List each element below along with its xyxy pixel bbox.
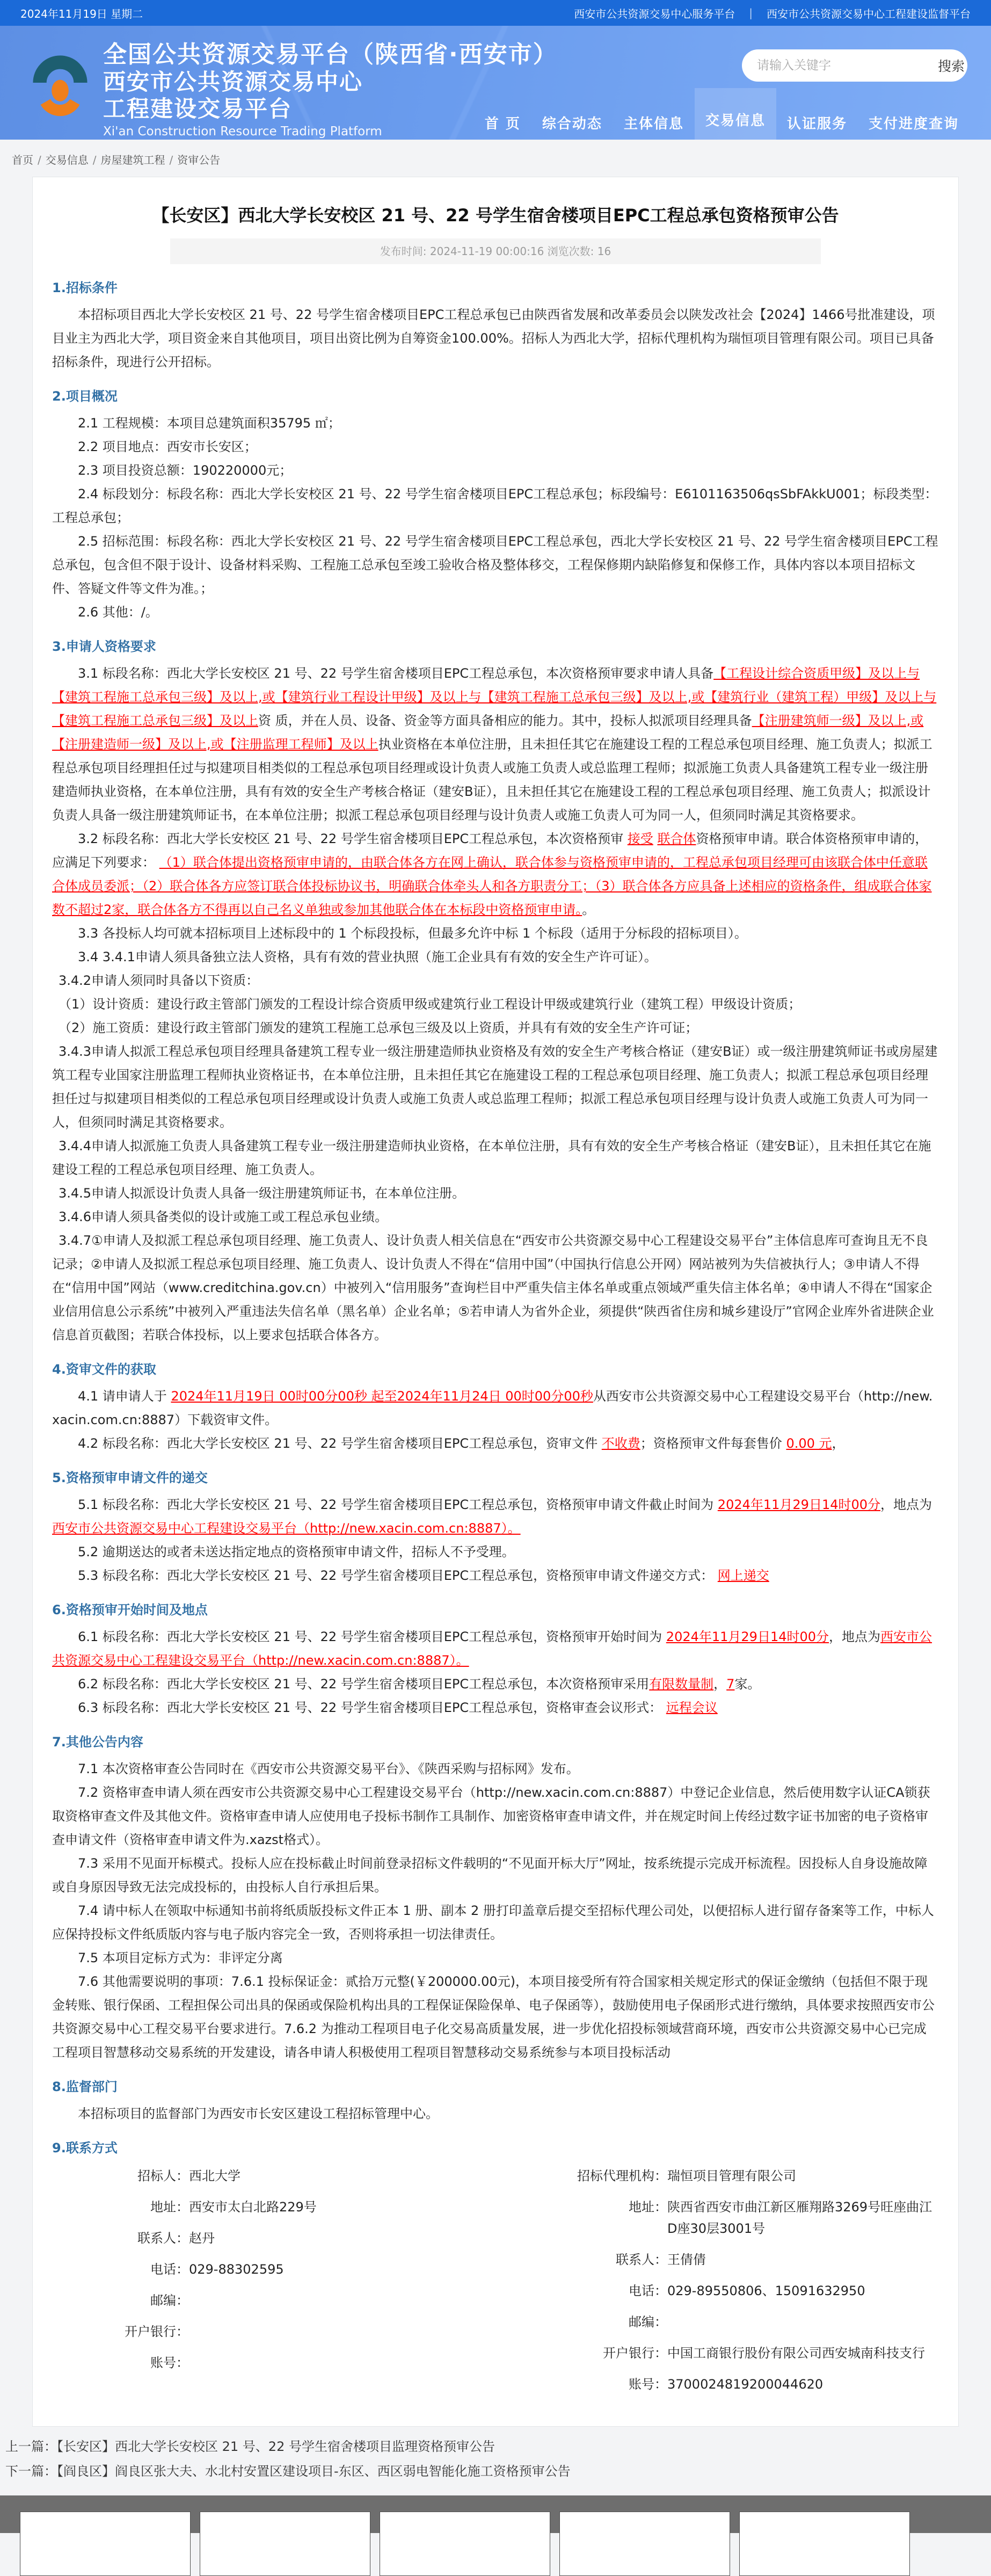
contact-row xyxy=(496,2249,939,2270)
paragraph: 5.1 标段名称：西北大学长安校区 21 号、22 号学生宿舍楼项目EPC工程总承包，资格预审申请文件截止时间为 2024年11月29日14时00分，地点为西安市公共资源交易中心工程建设交易平台（http://new.xacin.com.cn:8887）。 xyxy=(52,1497,932,1536)
contact-row xyxy=(52,2196,496,2218)
paragraph: 本招标项目的监督部门为西安市长安区建设工程招标管理中心。 xyxy=(78,2106,439,2121)
emphasized-text: 0.00 元 xyxy=(786,1436,832,1451)
site-title-sub2: 工程建设交易平台 xyxy=(103,96,293,122)
contact-value: 陕西省西安市曲江新区雁翔路3269号旺座曲江D座30层3001号 xyxy=(667,2200,932,2236)
paragraph: 5.2 逾期送达的或者未送达指定地点的资格预审申请文件，招标人不予受理。 xyxy=(78,1544,515,1559)
contact-value xyxy=(189,2352,496,2374)
paragraph: 2.5 招标范围：标段名称：西北大学长安校区 21 号、22 号学生宿舍楼项目EPC工程总承包，西北大学长安校区 21 号、22 号学生宿舍楼项目EPC工程总承包，包含但不限于设计、设备材料采购、工程施工总承包至竣工验收合格及整体移交，工程保修期内缺陷修复和保修工作，具体内容以本项目招标文件、答疑文件等文件为准。； xyxy=(52,534,938,596)
pager xyxy=(5,2434,991,2484)
emphasized-text: 有限数量制 xyxy=(649,1677,714,1692)
next-article-row xyxy=(5,2459,991,2484)
nav-item-认证服务[interactable]: 认证服务 xyxy=(786,115,847,132)
paragraph: 7.4 请中标人在领取中标通知书前将纸质版投标文件正本 1 册、副本 2 册打印盖章后提交至招标代理公司处，以便招标人进行留存备案等工作，中标人应保持投标文件纸质版内容与电子版内容完全一致，否则将承担一切法律责任。 xyxy=(52,1903,934,1942)
paragraph: 6.1 标段名称：西北大学长安校区 21 号、22 号学生宿舍楼项目EPC工程总承包，资格预审开始时间为 2024年11月29日14时00分，地点为西安市公共资源交易中心工程建设交易平台（http://new.xacin.com.cn:8887）。 xyxy=(52,1629,932,1668)
breadcrumb-separator: / xyxy=(38,154,41,166)
topbar-link-divider: | xyxy=(749,6,753,19)
site-footer xyxy=(0,2495,991,2533)
contact-label: 招标人： xyxy=(137,2168,189,2183)
search-box xyxy=(742,49,967,82)
emphasized-text: 2024年11月29日14时00分 xyxy=(717,1497,881,1512)
topbar-links xyxy=(574,5,971,21)
search-input[interactable] xyxy=(756,58,915,73)
breadcrumb-item[interactable]: 资审公告 xyxy=(177,154,221,166)
contact-value xyxy=(667,2311,939,2333)
footer-link-box[interactable] xyxy=(559,2512,730,2576)
paragraph: 7.5 本项目定标方式为：非评定分离 xyxy=(78,1950,283,1965)
paragraph: 7.1 本次资格审查公告同时在《西安市公共资源交易平台》、《陕西采购与招标网》发布。 xyxy=(78,1761,579,1776)
next-article-label: 下一篇： xyxy=(5,2464,57,2479)
breadcrumb xyxy=(12,151,991,167)
paragraph: 6.3 标段名称：西北大学长安校区 21 号、22 号学生宿舍楼项目EPC工程总承包，资格审查会议形式： 远程会议 xyxy=(78,1700,718,1715)
contact-label: 账号： xyxy=(629,2377,667,2392)
emphasized-text: 接受 xyxy=(627,831,653,846)
contact-row xyxy=(52,2259,496,2280)
nav-item-综合动态[interactable]: 综合动态 xyxy=(542,115,602,132)
prev-article-row xyxy=(5,2434,991,2459)
topbar-platform-link[interactable]: 西安市公共资源交易中心服务平台 xyxy=(574,7,735,20)
prev-article-label: 上一篇： xyxy=(5,2439,57,2454)
nav-item-主体信息[interactable]: 主体信息 xyxy=(623,115,684,132)
emphasized-text: 联合体 xyxy=(657,831,696,846)
contacts-section xyxy=(52,2165,939,2405)
footer-link-box[interactable] xyxy=(380,2512,550,2576)
contact-label: 账号： xyxy=(150,2355,189,2370)
paragraph: 3.4.2申请人须同时具备以下资质： xyxy=(59,973,259,988)
contact-row xyxy=(496,2280,939,2302)
contact-row xyxy=(496,2342,939,2364)
prev-article-link[interactable]: 【长安区】西北大学长安校区 21 号、22 号学生宿舍楼项目监理资格预审公告 xyxy=(57,2439,495,2454)
contact-label: 联系人： xyxy=(616,2252,667,2267)
contact-value: 029-88302595 xyxy=(189,2262,284,2277)
current-date: 2024年11月19日 星期二 xyxy=(20,7,143,20)
contact-value: 赵丹 xyxy=(189,2231,215,2246)
section-heading: 1.招标条件 xyxy=(52,280,118,295)
emphasized-text: 西安市公共资源交易中心工程建设交易平台（http://new.xacin.com.cn:8887）。 xyxy=(52,1521,521,1536)
paragraph: 3.4 3.4.1申请人须具备独立法人资格，具有有效的营业执照（施工企业具有有效的安全生产许可证）。 xyxy=(78,949,657,964)
contact-value: 029-89550806、15091632950 xyxy=(667,2283,865,2298)
paragraph: 3.4.6申请人须具备类似的设计或施工或工程总承包业绩。 xyxy=(59,1209,388,1224)
page-title: 【长安区】西北大学长安校区 21 号、22 号学生宿舍楼项目EPC工程总承包资格预审公告 xyxy=(152,205,839,226)
contact-row xyxy=(496,2196,939,2239)
section-heading: 8.监督部门 xyxy=(52,2079,118,2094)
contact-label: 电话： xyxy=(629,2283,667,2298)
main-nav xyxy=(474,88,970,140)
section-heading: 9.联系方式 xyxy=(52,2140,118,2156)
paragraph: 3.2 标段名称：西北大学长安校区 21 号、22 号学生宿舍楼项目EPC工程总承包，本次资格预审 接受 联合体资格预审申请。联合体资格预审申请的，应满足下列要求： （1）联合体提出资格预审申请的，由联合体各方在网上确认，联合体参与资格预审申请的，工程总承包项目经理可由该联合体中任意联合体成员委派；（2）联合体各方应签订联合体投标协议书，明确联合体牵头人和各方职责分工；（3）联合体各方应具备上述相应的资格条件，组成联合体家数不超过2家，联合体各方不得再以自己名义单独或参加其他联合体在本标段中资格预审申请。。 xyxy=(52,831,932,917)
paragraph: 7.2 资格审查申请人须在西安市公共资源交易中心工程建设交易平台（http://new.xacin.com.cn:8887）中登记企业信息，然后使用数字认证CA锁获取资格审查文件及其他文件。资格审查申请人应使用电子投标书制作工具制作、加密资格审查申请文件，并在规定时间上传经过数字证书加密的电子资格审查申请文件（资格审查申请文件为.xazst格式）。 xyxy=(52,1785,930,1847)
contact-label: 邮编： xyxy=(629,2314,667,2330)
site-title-english: Xi'an Construction Resource Trading Platform xyxy=(103,125,382,139)
contact-row xyxy=(52,2321,496,2342)
section-heading: 2.项目概况 xyxy=(52,389,118,404)
paragraph: 3.1 标段名称：西北大学长安校区 21 号、22 号学生宿舍楼项目EPC工程总承包，本次资格预审要求申请人具备【工程设计综合资质甲级】及以上与【建筑工程施工总承包三级】及以上,或【建筑行业工程设计甲级】及以上与【建筑工程施工总承包三级】及以上,或【建筑行业（建筑工程）甲级】及以上与【建筑工程施工总承包三级】及以上资 质，并在人员、设备、资金等方面具备相应的能力。其中，投标人拟派项目经理具备【注册建筑师一级】及以上,或【注册建造师一级】及以上,或【注册监理工程师】及以上执业资格在本单位注册，且未担任其它在施建设工程的工程总承包项目经理、施工负责人；拟派工程总承包项目经理担任过与拟建项目相类似的工程总承包项目经理或设计负责人或施工负责人或总监理工程师；拟派施工负责人具备建筑工程专业一级注册建造师执业资格，在本单位注册，具有有效的安全生产考核合格证（建安B证），且未担任其它在施建设工程的工程总承包项目经理、施工负责人；拟派设计负责人具备一级注册建筑师证书，在本单位注册；拟派工程总承包项目经理与设计负责人或施工负责人可为同一人，但须同时满足其资格要求。 xyxy=(52,666,937,823)
contacts-tenderer-column xyxy=(52,2165,496,2405)
emphasized-text: 网上递交 xyxy=(717,1568,769,1583)
contact-row xyxy=(496,2165,939,2187)
emphasized-text: 7 xyxy=(726,1677,735,1692)
emphasized-text: 2024年11月19日 00时00分00秒 起至2024年11月24日 00时00分00秒 xyxy=(171,1389,593,1404)
breadcrumb-item[interactable]: 房屋建筑工程 xyxy=(100,154,165,166)
topbar-platform-link[interactable]: 西安市公共资源交易中心工程建设监督平台 xyxy=(767,7,971,20)
paragraph: 4.2 标段名称：西北大学长安校区 21 号、22 号学生宿舍楼项目EPC工程总承包，资审文件 不收费；资格预审文件每套售价 0.00 元， xyxy=(78,1436,845,1451)
section-heading: 4.资审文件的获取 xyxy=(52,1362,156,1377)
contact-value: 3700024819200044620 xyxy=(667,2377,824,2392)
paragraph: 6.2 标段名称：西北大学长安校区 21 号、22 号学生宿舍楼项目EPC工程总承包，本次资格预审采用有限数量制，7家。 xyxy=(78,1677,761,1692)
paragraph: 本招标项目西北大学长安校区 21 号、22 号学生宿舍楼项目EPC工程总承包已由陕西省发展和改革委员会以陕发改社会【2024】1466号批准建设，项目业主为西北大学，项目资金来自其他项目，项目出资比例为自筹资金100.00%。招标人为西北大学，招标代理机构为瑞恒项目管理有限公司。项目已具备招标条件，现进行公开招标。 xyxy=(52,307,935,369)
breadcrumb-item[interactable]: 首页 xyxy=(12,154,33,166)
contact-value xyxy=(189,2290,496,2311)
section-heading: 7.其他公告内容 xyxy=(52,1735,143,1750)
emphasized-text: 【工程设计综合资质甲级】及以上与【建筑工程施工总承包三级】及以上,或【建筑行业工程设计甲级】及以上与【建筑工程施工总承包三级】及以上,或【建筑行业（建筑工程）甲级】及以上与【建筑工程施工总承包三级】及以上 xyxy=(52,666,937,728)
search-button[interactable]: 搜索 xyxy=(935,55,968,76)
emphasized-text: 2024年11月29日14时00分 xyxy=(666,1629,829,1644)
emphasized-text: 不收费 xyxy=(601,1436,640,1451)
contact-label: 邮编： xyxy=(150,2293,189,2308)
article-body xyxy=(52,278,939,2158)
nav-item-交易信息[interactable]: 交易信息 xyxy=(695,88,776,140)
contact-row xyxy=(52,2352,496,2374)
section-heading: 5.资格预审申请文件的递交 xyxy=(52,1470,208,1485)
paragraph: 7.3 采用不见面开标模式。投标人应在投标截止时间前登录招标文件载明的“不见面开标大厅”网址，按系统提示完成开标流程。因投标人自身设施故障或自身原因导致无法完成投标的，由投标人自行承担后果。 xyxy=(52,1856,928,1895)
contact-row xyxy=(52,2165,496,2187)
paragraph: （1）设计资质：建设行政主管部门颁发的工程设计综合资质甲级或建筑行业工程设计甲级或建筑行业（建筑工程）甲级设计资质； xyxy=(59,997,801,1012)
announcement-card xyxy=(32,177,959,2427)
top-bar xyxy=(0,0,991,26)
contact-label: 开户银行： xyxy=(603,2346,667,2361)
contacts-agency-column xyxy=(496,2165,939,2405)
paragraph: 2.2 项目地点：西安市长安区； xyxy=(78,439,257,454)
contact-row xyxy=(496,2311,939,2333)
footer-link-box[interactable] xyxy=(20,2512,191,2576)
footer-link-box[interactable] xyxy=(200,2512,370,2576)
paragraph: 2.3 项目投资总额：190220000元； xyxy=(78,463,293,478)
section-heading: 3.申请人资格要求 xyxy=(52,639,156,654)
paragraph: 3.4.7①申请人及拟派工程总承包项目经理、施工负责人、设计负责人相关信息在“西安市公共资源交易中心工程建设交易平台”主体信息库可查询且无不良记录；②申请人及拟派工程总承包项目经理、施工负责人、设计负责人不得在“信用中国”（中国执行信息公开网）网站被列为失信被执行人；③申请人不得在“信用中国”网站（www.creditchina.gov.cn）中被列入“信用服务”查询栏目中严重失信主体名单或重点领域严重失信主体名单；④申请人不得在“国家企业信用信息公示系统”中被列入严重违法失信名单（黑名单）企业名单；⑤若申请人为省外企业，须提供“陕西省住房和城乡建设厅”官网企业库外省进陕企业信息首页截图；若联合体投标，以上要求包括联合体各方。 xyxy=(52,1233,934,1343)
contact-label: 地址： xyxy=(629,2200,667,2215)
breadcrumb-separator: / xyxy=(92,154,97,166)
contact-value: 西安市太白北路229号 xyxy=(189,2200,317,2215)
contact-label: 地址： xyxy=(150,2200,189,2215)
platform-logo-icon xyxy=(31,41,89,126)
paragraph: 2.4 标段划分：标段名称：西北大学长安校区 21 号、22 号学生宿舍楼项目EPC工程总承包；标段编号：E6101163506qsSbFAkkU001；标段类型：工程总承包； xyxy=(52,487,938,525)
contact-label: 电话： xyxy=(150,2262,189,2277)
site-title-sub1: 西安市公共资源交易中心 xyxy=(103,69,363,95)
contact-label: 招标代理机构： xyxy=(577,2168,667,2183)
site-header xyxy=(0,26,991,140)
contact-row xyxy=(52,2227,496,2249)
contact-label: 开户银行： xyxy=(125,2324,189,2339)
breadcrumb-item[interactable]: 交易信息 xyxy=(45,154,89,166)
paragraph: 3.3 各投标人均可就本招标项目上述标段中的 1 个标段投标，但最多允许中标 1 个标段（适用于分标段的招标项目）。 xyxy=(78,926,747,941)
contact-value: 中国工商银行股份有限公司西安城南科技支行 xyxy=(667,2346,925,2361)
contact-value: 瑞恒项目管理有限公司 xyxy=(667,2168,796,2183)
emphasized-text: 【注册建筑师一级】及以上,或【注册建造师一级】及以上,或【注册监理工程师】及以上 xyxy=(52,713,924,752)
next-article-link[interactable]: 【阎良区】阎良区张大夫、水北村安置区建设项目-东区、西区弱电智能化施工资格预审公告 xyxy=(57,2464,571,2479)
paragraph: 3.4.4申请人拟派施工负责人具备建筑工程专业一级注册建造师执业资格，在本单位注册，具有有效的安全生产考核合格证（建安B证），且未担任其它在施建设工程的工程总承包项目经理、施工负责人。 xyxy=(52,1138,931,1177)
emphasized-text: 远程会议 xyxy=(666,1700,718,1715)
paragraph: 5.3 标段名称：西北大学长安校区 21 号、22 号学生宿舍楼项目EPC工程总承包，资格预审申请文件递交方式： 网上递交 xyxy=(78,1568,769,1583)
paragraph: 3.4.5申请人拟派设计负责人具备一级注册建筑师证书，在本单位注册。 xyxy=(59,1186,465,1201)
publish-meta: 发布时间: 2024-11-19 00:00:16 浏览次数: 16 xyxy=(170,238,821,264)
nav-item-首页[interactable]: 首 页 xyxy=(484,115,521,132)
emphasized-text: （1）联合体提出资格预审申请的，由联合体各方在网上确认，联合体参与资格预审申请的，工程总承包项目经理可由该联合体中任意联合体成员委派；（2）联合体各方应签订联合体投标协议书，明确联合体牵头人和各方职责分工；（3）联合体各方应具备上述相应的资格条件，组成联合体家数不超过2家，联合体各方不得再以自己名义单独或参加其他联合体在本标段中资格预审申请。 xyxy=(52,855,932,917)
paragraph: 2.6 其他：/。 xyxy=(78,605,158,620)
paragraph: 3.4.3申请人拟派工程总承包项目经理具备建筑工程专业一级注册建造师执业资格及有效的安全生产考核合格证（建安B证）或一级注册建筑师证书或房屋建筑工程专业国家注册监理工程师执业资格证书，在本单位注册，且未担任其它在施建设工程的工程总承包项目经理、施工负责人；拟派工程总承包项目经理担任过与拟建项目相类似的工程总承包项目经理或设计负责人或施工负责人或总监理工程师；拟派工程总承包项目经理与设计负责人或施工负责人可为同一人，但须同时满足其资格要求。 xyxy=(52,1044,938,1130)
paragraph: （2）施工资质：建设行政主管部门颁发的建筑工程施工总承包三级及以上资质，并具有有效的安全生产许可证； xyxy=(59,1020,698,1035)
section-heading: 6.资格预审开始时间及地点 xyxy=(52,1602,208,1617)
breadcrumb-separator: / xyxy=(169,154,173,166)
paragraph: 7.6 其他需要说明的事项：7.6.1 投标保证金：贰拾万元整(￥200000.00元)，本项目接受所有符合国家相关规定形式的保证金缴纳（包括但不限于现金转账、银行保函、工程担保公司出具的保函或保险机构出具的工程保证保险保单、电子保函等），鼓励使用电子保函形式进行缴纳，具体要求按照西安市公共资源交易中心工程交易平台要求进行。7.6.2 为推动工程项目电子化交易高质量发展，进一步优化招投标领域营商环境，西安市公共资源交易中心已完成工程项目智慧移动交易系统的开发建设，请各申请人积极使用工程项目智慧移动交易系统参与本项目投标活动 xyxy=(52,1974,935,2060)
site-title-main: 全国公共资源交易平台（陕西省·西安市） xyxy=(103,41,558,68)
nav-item-支付进度查询[interactable]: 支付进度查询 xyxy=(868,115,959,132)
contact-value: 王倩倩 xyxy=(667,2252,706,2267)
footer-link-box[interactable] xyxy=(739,2512,910,2576)
contact-value: 西北大学 xyxy=(189,2168,241,2183)
contact-row xyxy=(52,2290,496,2311)
contact-value xyxy=(189,2321,496,2342)
paragraph: 4.1 请申请人于 2024年11月19日 00时00分00秒 起至2024年11月24日 00时00分00秒从西安市公共资源交易中心工程建设交易平台（http://new.xacin.com.cn:8887）下载资审文件。 xyxy=(52,1389,933,1427)
contact-row xyxy=(496,2374,939,2395)
contact-label: 联系人： xyxy=(137,2231,189,2246)
emphasized-text: 西安市公共资源交易中心工程建设交易平台（http://new.xacin.com.cn:8887）。 xyxy=(52,1629,932,1668)
paragraph: 2.1 工程规模：本项目总建筑面积35795 ㎡； xyxy=(78,416,341,431)
